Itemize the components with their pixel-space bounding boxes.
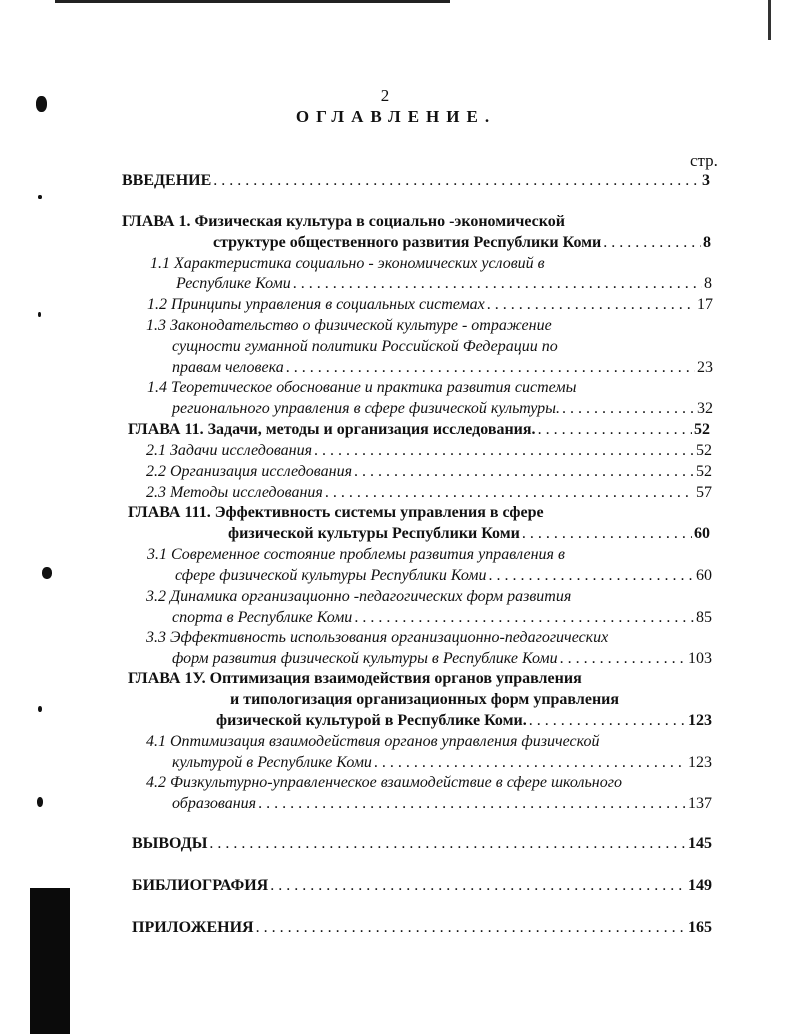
toc-section-1-3-line-1[interactable] [146,316,552,336]
toc-entry-label: Республике Коми [176,275,291,292]
toc-section-2-3[interactable] [146,483,712,503]
toc-page: 17 [697,296,713,313]
page-column-label: стр. [690,151,718,170]
toc-section-2-2[interactable] [146,462,712,482]
toc-entry-label: ГЛАВА 11. Задачи, методы и организация исследования. [128,421,536,438]
toc-chapter-1-line-2[interactable] [213,233,711,253]
scan-speck [38,706,42,712]
toc-entry-label: ГЛАВА 1У. Оптимизация взаимодействия органов управления [128,670,582,687]
toc-entry-label: и типологизация организационных форм управления [230,691,620,708]
toc-entry-label: сфере физической культуры Республики Коми [175,567,487,584]
toc-chapter-3-line-2[interactable] [228,524,710,544]
toc-leader [293,274,702,294]
toc-leader [325,483,694,503]
scan-speck [37,797,43,807]
toc-entry-label: 1.3 Законодательство о физической культуре - отражение [146,317,552,334]
scan-speck [38,195,42,199]
toc-section-3-2-line-1[interactable] [146,587,571,607]
toc-entry-label: 1.4 Теоретическое обоснование и практика развития системы [147,379,577,396]
toc-page: 60 [696,567,712,584]
toc-section-3-1-line-2[interactable] [175,566,712,586]
toc-leader [603,233,701,253]
toc-leader [529,711,686,731]
toc-page: 145 [688,835,712,852]
toc-section-1-1-line-2[interactable] [176,274,712,294]
toc-leader [487,295,695,315]
toc-section-4-2-line-2[interactable] [172,794,712,814]
toc-entry-label: 1.2 Принципы управления в социальных системах [147,296,485,313]
toc-leader [354,608,694,628]
toc-entry-label: 4.2 Физкультурно-управленческое взаимодействие в сфере школьного [146,774,622,791]
toc-entry-label: сущности гуманной политики Российской Федерации по [172,338,558,355]
toc-title: ОГЛАВЛЕНИЕ. [295,107,497,126]
toc-entry-label: образования [172,795,257,812]
toc-section-3-3-line-1[interactable] [146,628,608,648]
toc-entry-label: 1.1 Характеристика социально - экономических условий в [150,255,545,272]
toc-page: 123 [688,712,712,729]
toc-leader [538,420,692,440]
toc-chapter-2[interactable] [128,420,710,440]
toc-leader [488,566,694,586]
scan-dark-edge-blot [30,888,70,1034]
toc-entry-label: 2.1 Задачи исследования [146,442,313,459]
toc-page: 52 [694,421,710,438]
toc-page: 123 [688,754,712,771]
toc-section-3-2-line-2[interactable] [172,608,712,628]
toc-entry-label: ГЛАВА 111. Эффективность системы управления в сфере [128,504,544,521]
toc-section-4-1-line-1[interactable] [146,732,600,752]
toc-page: 3 [702,172,710,189]
toc-section-1-3-line-3[interactable] [172,358,713,378]
toc-entry-label: 3.2 Динамика организационно -педагогических форм развития [146,588,572,605]
page-number: 2 [380,86,390,105]
toc-page: 52 [696,463,712,480]
toc-section-4-1-line-2[interactable] [172,753,712,773]
toc-entry-label: физической культурой в Республике Коми. [216,712,527,729]
toc-entry-conclusions[interactable] [132,834,712,854]
toc-page: 8 [703,234,711,251]
toc-leader [354,462,694,482]
toc-entry-label: ВЫВОДЫ [132,835,208,852]
toc-page: 52 [696,442,712,459]
toc-chapter-4-line-3[interactable] [216,711,712,731]
toc-section-1-3-line-2[interactable] [172,337,558,357]
toc-section-2-1[interactable] [146,441,712,461]
toc-entry-label: 3.1 Современное состояние проблемы развития управления в [147,546,565,563]
toc-chapter-1-line-1[interactable] [122,212,565,232]
toc-leader [213,171,700,191]
toc-page: 165 [688,919,712,936]
toc-entry-label: культурой в Республике Коми [172,754,372,771]
toc-page: 149 [688,877,712,894]
toc-section-3-1-line-1[interactable] [147,545,565,565]
toc-page: 137 [688,795,712,812]
toc-leader [560,649,686,669]
toc-leader [258,794,686,814]
toc-entry-label: ПРИЛОЖЕНИЯ [132,919,254,936]
toc-page: 8 [704,275,712,292]
toc-section-1-1-line-1[interactable] [150,254,640,274]
toc-leader [256,918,686,938]
toc-entry-label: физической культуры Республики Коми [228,525,520,542]
toc-leader [314,441,694,461]
toc-entry-appendices[interactable] [132,918,712,938]
toc-section-1-2[interactable] [147,295,713,315]
scan-right-edge-line [768,0,771,40]
toc-page: 32 [697,400,713,417]
scan-speck [42,567,52,579]
toc-section-1-4-line-2[interactable] [172,399,713,419]
toc-entry-label: регионального управления в сфере физической культуры. [172,400,561,417]
toc-leader [209,834,686,854]
toc-page: 60 [694,525,710,542]
toc-page: 85 [696,609,712,626]
toc-leader [270,876,686,896]
toc-chapter-4-line-1[interactable] [128,669,582,689]
toc-leader [286,358,695,378]
toc-entry-label: ВВЕДЕНИЕ [122,172,212,189]
toc-section-3-3-line-2[interactable] [172,649,712,669]
toc-entry-label: форм развития физической культуры в Республике Коми [172,650,558,667]
toc-entry-bibliography[interactable] [132,876,712,896]
toc-section-4-2-line-1[interactable] [146,773,622,793]
scan-speck [38,312,41,317]
toc-chapter-4-line-2[interactable] [230,690,619,710]
toc-entry-introduction[interactable] [122,171,710,191]
scan-top-edge-line [55,0,450,3]
toc-entry-label: спорта в Республике Коми [172,609,353,626]
toc-entry-label: ГЛАВА 1. Физическая культура в социально -экономической [122,213,565,230]
toc-leader [562,399,695,419]
toc-chapter-3-line-1[interactable] [128,503,544,523]
toc-section-1-4-line-1[interactable] [147,378,576,398]
toc-entry-label: 2.2 Организация исследования [146,463,352,480]
toc-entry-label: 4.1 Оптимизация взаимодействия органов управления физической [146,733,600,750]
toc-entry-label: 3.3 Эффективность использования организационно-педагогических [146,629,609,646]
toc-page: 23 [697,359,713,376]
toc-entry-label: правам человека [172,359,284,376]
toc-entry-label: структуре общественного развития Республики Коми [213,234,602,251]
toc-entry-label: 2.3 Методы исследования [146,484,323,501]
toc-page: 103 [688,650,712,667]
toc-entry-label: БИБЛИОГРАФИЯ [132,877,269,894]
toc-page: 57 [696,484,712,501]
toc-leader [522,524,692,544]
toc-leader [374,753,686,773]
